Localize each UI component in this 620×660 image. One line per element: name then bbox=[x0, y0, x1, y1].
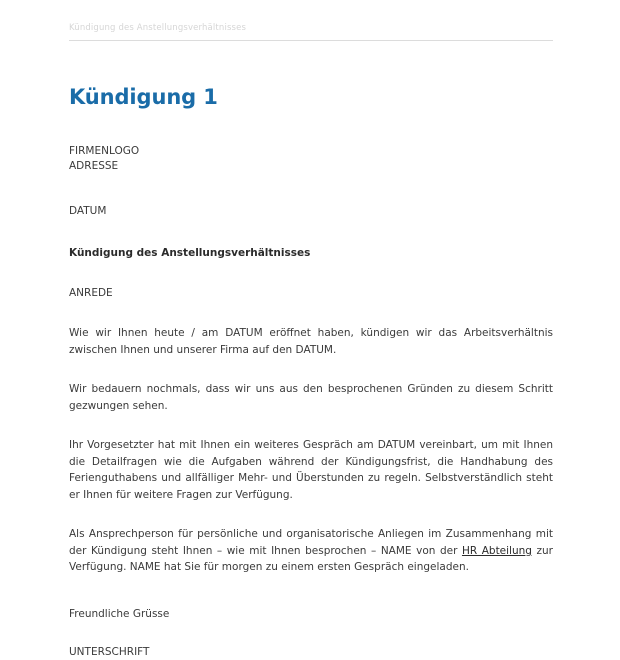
signature-placeholder: UNTERSCHRIFT bbox=[69, 645, 150, 658]
body-paragraph-1: Wie wir Ihnen heute / am DATUM eröffnet haben, kündigen wir das Arbeitsverhältnis zwischen Ihnen und unserer Firma auf den DATUM. bbox=[69, 327, 553, 356]
date-placeholder: DATUM bbox=[69, 205, 107, 217]
hr-department-link[interactable]: HR Abteilung bbox=[461, 544, 532, 557]
document-body bbox=[69, 84, 553, 660]
body-paragraph-3: Ihr Vorgesetzter hat mit Ihnen ein weiteres Gespräch am DATUM vereinbart, um mit Ihnen die Detailfragen wie die Aufgaben während der Kündigungsfrist, die Handhabung des Ferienguthabens und allfälliger Mehr- und Überstunden zu regeln. Selbstverständlich steht er Ihnen für weitere Fragen zur Verfügung. bbox=[69, 439, 553, 501]
running-header bbox=[69, 22, 553, 41]
address-placeholder: ADRESSE bbox=[69, 160, 119, 172]
sender-block bbox=[69, 144, 553, 174]
running-header-title: Kündigung des Anstellungsverhältnisses bbox=[69, 23, 247, 33]
contact-text-before-link: Als Ansprechperson für persönliche und organisatorische Anliegen im Zusammenhang mit der Kündigung steht Ihnen – wie mit Ihnen besprochen – NAME von der bbox=[69, 528, 553, 557]
page-title: Kündigung 1 bbox=[69, 85, 218, 109]
contact-text-after-link: zur Verfügung. NAME hat Sie für morgen zu einem ersten Gespräch eingeladen. bbox=[69, 544, 553, 573]
salutation-placeholder: ANREDE bbox=[69, 287, 113, 299]
company-logo-placeholder: FIRMENLOGO bbox=[69, 145, 140, 157]
subject-line: Kündigung des Anstellungsverhältnisses bbox=[69, 247, 311, 259]
body-paragraph-2: Wir bedauern nochmals, dass wir uns aus den besprochenen Gründen zu diesem Schritt gezwungen sehen. bbox=[69, 383, 553, 412]
body-paragraph-4-contact bbox=[69, 526, 553, 576]
header-divider bbox=[69, 40, 553, 41]
closing-greeting: Freundliche Grüsse bbox=[69, 607, 170, 620]
